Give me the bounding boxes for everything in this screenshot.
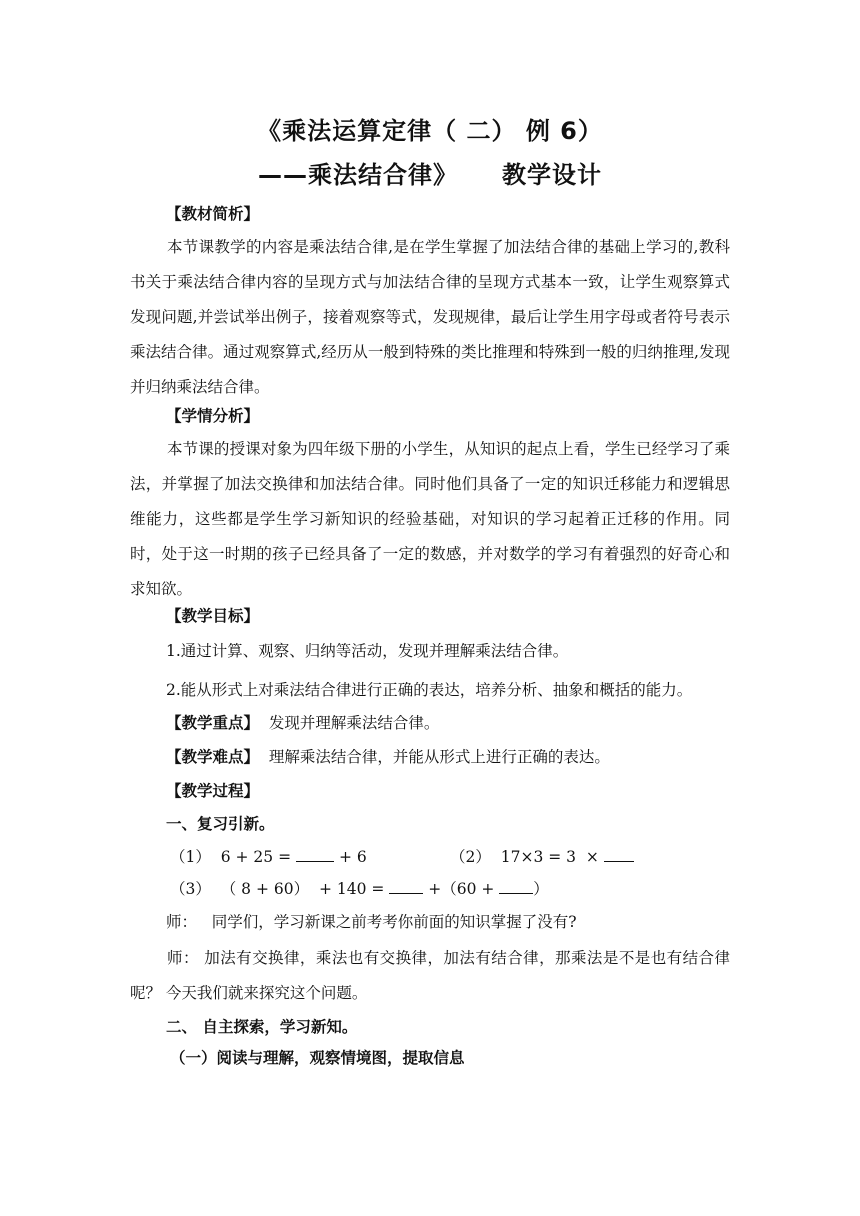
answer-blank [296, 847, 334, 862]
student-analysis-paragraph: 本节课的授课对象为四年级下册的小学生，从知识的起点上看，学生已经学习了乘法，并掌握了加法交换律和加法结合律。同时他们具备了一定的知识迁移能力和逻辑思维能力，这些都是学生学习新知识的经验基础，对知识的学习起着正迁移的作用。同时，处于这一时期的孩子已经具备了一定的数感，并对数学的学习有着强烈的好奇心和求知欲。 [130, 440, 730, 598]
q2-text: 17×3 = 3 × [500, 848, 599, 866]
teacher-remark-1 [166, 910, 577, 932]
teacher-label: 师： [166, 913, 198, 931]
teaching-goals-heading: 【教学目标】 [166, 607, 260, 625]
q1-label: （1） [170, 848, 211, 866]
student-analysis-heading: 【学情分析】 [166, 407, 260, 425]
review-question-1 [170, 845, 367, 867]
difficulty-text: 理解乘法结合律，并能从形式上进行正确的表达。 [268, 748, 610, 766]
q3-label: （3） [170, 880, 211, 898]
q1-tail: + 6 [338, 848, 367, 866]
q3-mid: +（60 + [428, 880, 495, 898]
teaching-process-heading: 【教学过程】 [166, 782, 260, 800]
textbook-analysis-paragraph: 本节课教学的内容是乘法结合律,是在学生掌握了加法结合律的基础上学习的,教科书关于乘法结合律内容的呈现方式与加法结合律的呈现方式基本一致，让学生观察算式发现问题,并尝试举出例子，接着观察等式，发现规律，最后让学生用字母或者符号表示乘法结合律。通过观察算式,经历从一般到特殊的类比推理和特殊到一般的归纳推理,发现并归纳乘法结合律。 [130, 238, 730, 396]
teaching-goal-2: 2.能从形式上对乘法结合律进行正确的表达，培养分析、抽象和概括的能力。 [166, 681, 693, 699]
key-point-text: 发现并理解乘法结合律。 [268, 714, 440, 732]
review-question-3 [170, 877, 549, 899]
teaching-difficulty [166, 745, 610, 767]
part2-heading: 二、 自主探索，学习新知。 [166, 1018, 358, 1036]
title-suffix: 教学设计 [502, 161, 602, 189]
document-title-line2 [0, 155, 860, 190]
part1-heading: 一、复习引新。 [166, 815, 275, 833]
teacher-remark-2: 师： 加法有交换律，乘法也有交换律，加法有结合律，那乘法是不是也有结合律呢？ 今天我们就来探究这个问题。 [130, 949, 730, 1002]
q3-text: （ 8 + 60） + 140 = [220, 880, 385, 898]
teaching-goal-1: 1.通过计算、观察、归纳等活动，发现并理解乘法结合律。 [166, 642, 569, 660]
title-subtitle: ——乘法结合律》 [258, 161, 458, 189]
key-point-heading: 【教学重点】 [166, 714, 260, 732]
difficulty-heading: 【教学难点】 [166, 748, 260, 766]
q2-label: （2） [450, 848, 491, 866]
teaching-key-point [166, 711, 439, 733]
teacher-remark-1-text: 同学们，学习新课之前考考你前面的知识掌握了没有? [211, 913, 577, 931]
answer-blank [604, 847, 634, 862]
q1-text: 6 + 25 = [220, 848, 292, 866]
textbook-analysis-heading: 【教材简析】 [166, 205, 260, 223]
answer-blank [499, 879, 533, 894]
review-question-2 [450, 845, 634, 867]
subsection-1-heading: （一）阅读与理解，观察情境图，提取信息 [170, 1049, 465, 1067]
document-title-line1: 《乘法运算定律（ 二） 例 6） [257, 117, 603, 145]
q3-end: ） [533, 880, 549, 898]
answer-blank [389, 879, 423, 894]
